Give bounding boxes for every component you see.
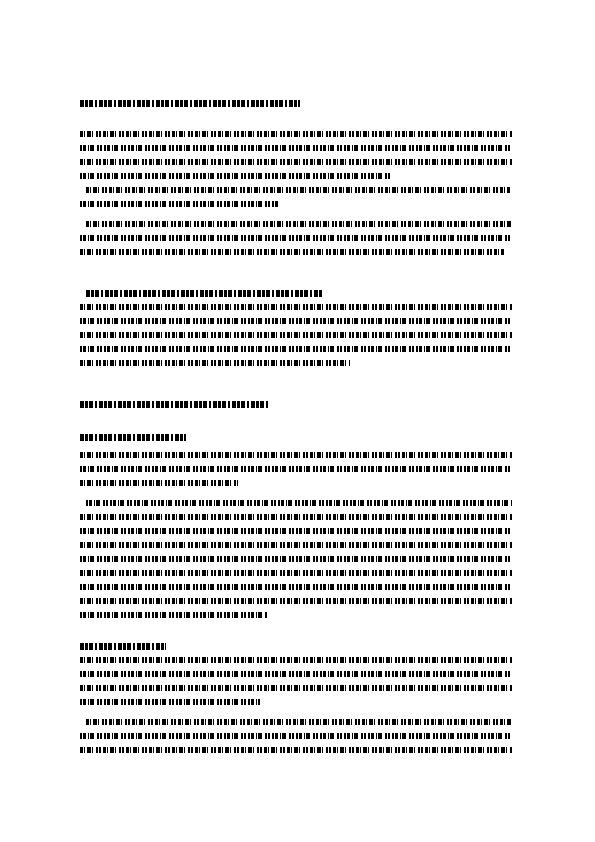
text-line [80, 304, 512, 310]
text-line [80, 612, 268, 618]
text-line [80, 318, 512, 324]
text-line [80, 466, 512, 472]
text-line [80, 145, 512, 151]
text-line [80, 332, 512, 338]
text-line [80, 480, 238, 486]
text-line [80, 556, 512, 562]
text-line [80, 584, 512, 590]
section-heading [80, 434, 186, 441]
section-heading [86, 290, 322, 297]
text-line [86, 500, 512, 506]
text-line [80, 131, 512, 137]
text-line [80, 201, 280, 207]
text-line [80, 452, 512, 458]
text-line [80, 747, 512, 753]
text-line [80, 235, 512, 241]
text-line [86, 187, 510, 193]
text-line [80, 528, 512, 534]
section-heading [80, 100, 300, 107]
text-line [80, 570, 512, 576]
section-heading [80, 643, 166, 650]
text-line [80, 733, 512, 739]
text-line [80, 173, 390, 179]
text-line [80, 360, 350, 366]
text-line [80, 542, 512, 548]
section-heading [80, 401, 270, 408]
text-line [80, 699, 260, 705]
text-line [80, 346, 512, 352]
text-line [80, 657, 512, 663]
text-line [86, 221, 512, 227]
text-line [80, 671, 512, 677]
text-line [86, 719, 512, 725]
text-line [80, 159, 512, 165]
text-line [80, 514, 512, 520]
text-line [80, 685, 512, 691]
text-line [80, 598, 512, 604]
text-line [80, 249, 504, 255]
